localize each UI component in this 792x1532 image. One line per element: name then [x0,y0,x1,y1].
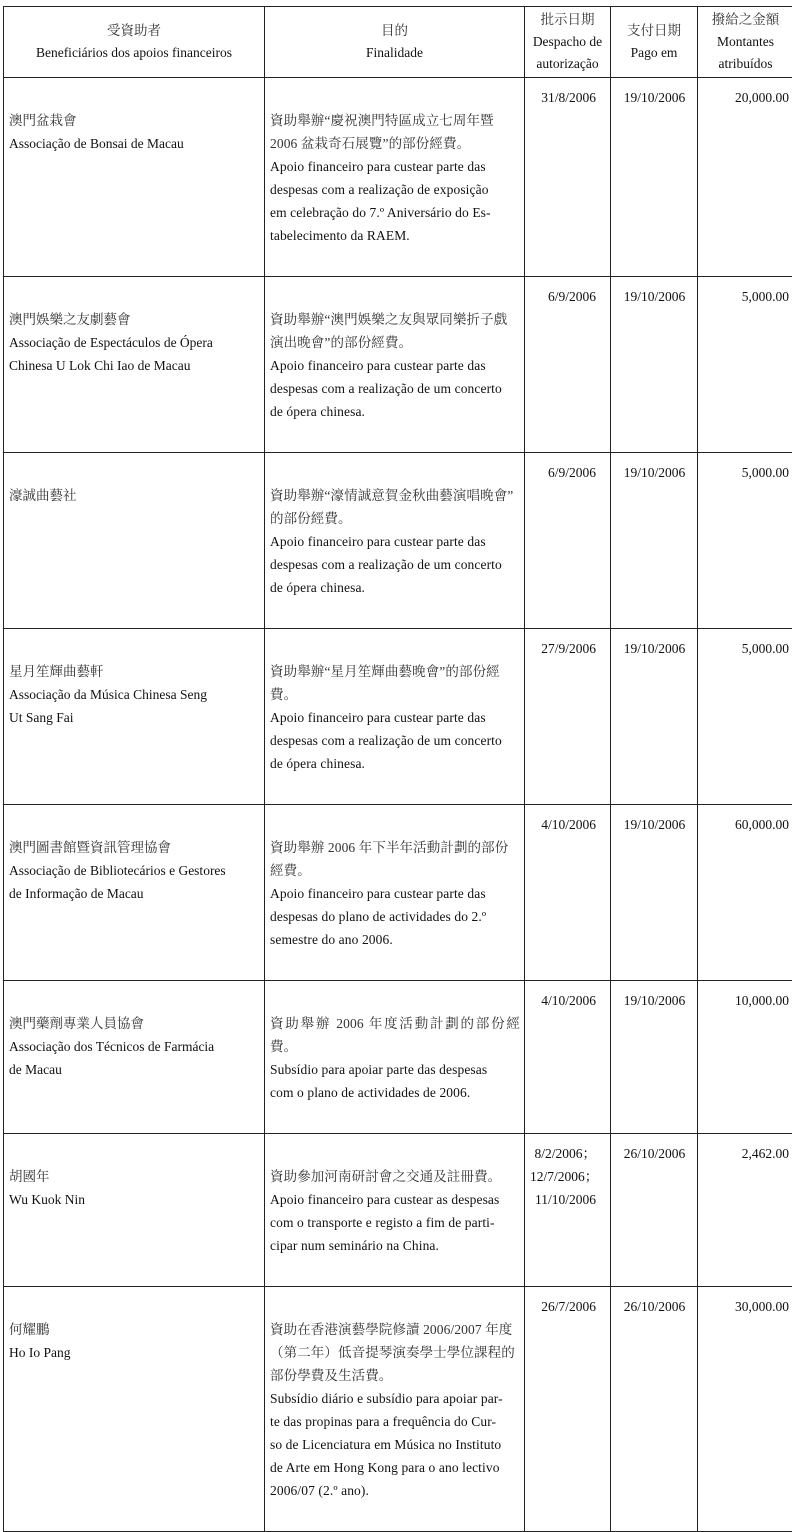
header-paid [611,7,698,78]
header-beneficiary [4,7,265,78]
amount: 30,000.00 [698,1287,792,1324]
table-row [4,981,792,1134]
beneficiary-pt: Associação dos Técnicos de Farmácia de Macau [9,1035,260,1081]
header-purpose-pt: Finalidade [265,42,524,64]
header-amount-zh: 撥給之金額 [698,9,792,31]
purpose-cell [265,1287,525,1532]
amount: 5,000.00 [698,453,792,490]
paid-date: 19/10/2006 [611,805,697,842]
amount: 10,000.00 [698,981,792,1018]
amount-cell [698,78,792,277]
beneficiary-zh: 星月笙輝曲藝軒 [9,660,260,683]
beneficiary-pt: Associação da Música Chinesa Seng Ut Sang Fai [9,683,260,729]
beneficiary-pt: Associação de Espectáculos de Ópera Chinesa U Lok Chi Iao de Macau [9,331,260,377]
header-purpose-zh: 目的 [265,20,524,42]
subsidy-table [3,6,792,1532]
header-beneficiary-pt: Beneficiários dos apoios financeiros [4,42,264,64]
purpose-cell [265,629,525,805]
header-approval-zh: 批示日期 [525,9,610,31]
purpose-zh: 資助在香港演藝學院修讀 2006/2007 年度 （第二年）低音提琴演奏學士學位課程的 部份學費及生活費。 [270,1318,520,1387]
beneficiary-cell [4,629,265,805]
purpose-cell [265,277,525,453]
approval-date-cell [525,1287,611,1532]
paid-date-cell [611,981,698,1134]
purpose-pt: Subsídio para apoiar parte das despesas com o plano de actividades de 2006. [270,1058,520,1104]
paid-date-cell [611,805,698,981]
approval-date: 31/8/2006 [525,78,610,115]
beneficiary-pt: Wu Kuok Nin [9,1188,260,1211]
purpose-pt: Subsídio diário e subsídio para apoiar par- te das propinas para a frequência do Cur- so de Licenciatura em Música no Instituto de Arte em Hong Kong para o ano lectivo 2006/07 (2.º ano). [270,1387,520,1502]
amount-cell [698,805,792,981]
approval-date: 4/10/2006 [525,981,610,1018]
table-row [4,805,792,981]
paid-date: 19/10/2006 [611,453,697,490]
beneficiary-zh: 濠誠曲藝社 [9,484,260,507]
purpose-zh: 資助舉辦“星月笙輝曲藝晚會”的部份經 費。 [270,660,520,706]
beneficiary-cell [4,981,265,1134]
approval-date: 4/10/2006 [525,805,610,842]
header-approval-pt: Despacho de autorização [525,31,610,75]
paid-date: 19/10/2006 [611,78,697,115]
purpose-pt: Apoio financeiro para custear parte das despesas com a realização de exposição em celebração do 7.º Aniversário do Es- tabelecimento da RAEM. [270,155,520,247]
header-beneficiary-zh: 受資助者 [4,20,264,42]
table-header-row [4,7,792,78]
beneficiary-pt: Associação de Bibliotecários e Gestores de Informação de Macau [9,859,260,905]
amount: 5,000.00 [698,277,792,314]
paid-date: 26/10/2006 [611,1134,697,1171]
table-row [4,1134,792,1287]
paid-date-cell [611,453,698,629]
table-row [4,78,792,277]
purpose-zh: 資助舉辦“濠情誠意賀金秋曲藝演唱晚會” 的部份經費。 [270,484,520,530]
header-amount [698,7,792,78]
beneficiary-zh: 澳門娛樂之友劇藝會 [9,308,260,331]
purpose-zh: 資助舉辦 2006 年度活動計劃的部份經費。 [270,1012,520,1058]
paid-date: 19/10/2006 [611,981,697,1018]
approval-date: 6/9/2006 [525,277,610,314]
amount: 5,000.00 [698,629,792,666]
paid-date-cell [611,1134,698,1287]
table-row [4,1287,792,1532]
paid-date-cell [611,78,698,277]
amount: 2,462.00 [698,1134,792,1171]
approval-date-cell [525,981,611,1134]
table-row [4,629,792,805]
purpose-zh: 資助舉辦“澳門娛樂之友與眾同樂折子戲 演出晚會”的部份經費。 [270,308,520,354]
header-purpose [265,7,525,78]
approval-date-cell [525,277,611,453]
table-row [4,277,792,453]
paid-date-cell [611,277,698,453]
header-paid-zh: 支付日期 [611,20,697,42]
amount-cell [698,981,792,1134]
paid-date-cell [611,629,698,805]
beneficiary-pt: Ho Io Pang [9,1341,260,1364]
purpose-pt: Apoio financeiro para custear parte das despesas do plano de actividades do 2.º semestre do ano 2006. [270,882,520,951]
beneficiary-cell [4,805,265,981]
approval-date-cell [525,629,611,805]
purpose-zh: 資助參加河南研討會之交通及註冊費。 [270,1165,520,1188]
beneficiary-zh: 何耀鵬 [9,1318,260,1341]
beneficiary-pt: Associação de Bonsai de Macau [9,132,260,155]
beneficiary-cell [4,78,265,277]
approval-date: 8/2/2006； 12/7/2006； 11/10/2006 [525,1134,610,1217]
purpose-cell [265,453,525,629]
header-approval [525,7,611,78]
beneficiary-cell [4,1134,265,1287]
purpose-pt: Apoio financeiro para custear as despesas com o transporte e registo a fim de parti- cipar num seminário na China. [270,1188,520,1257]
beneficiary-zh: 澳門藥劑專業人員協會 [9,1012,260,1035]
beneficiary-zh: 澳門圖書館暨資訊管理協會 [9,836,260,859]
amount-cell [698,453,792,629]
header-paid-pt: Pago em [611,42,697,64]
header-amount-pt: Montantes atribuídos [698,31,792,75]
approval-date-cell [525,805,611,981]
approval-date: 27/9/2006 [525,629,610,666]
paid-date: 26/10/2006 [611,1287,697,1324]
table-row [4,453,792,629]
purpose-cell [265,981,525,1134]
approval-date-cell [525,1134,611,1287]
purpose-cell [265,78,525,277]
beneficiary-cell [4,277,265,453]
purpose-zh: 資助舉辦 2006 年下半年活動計劃的部份 經費。 [270,836,520,882]
approval-date-cell [525,453,611,629]
purpose-pt: Apoio financeiro para custear parte das despesas com a realização de um concerto de ópera chinesa. [270,706,520,775]
paid-date-cell [611,1287,698,1532]
purpose-zh: 資助舉辦“慶祝澳門特區成立七周年暨 2006 盆栽奇石展覽”的部份經費。 [270,109,520,155]
paid-date: 19/10/2006 [611,629,697,666]
amount-cell [698,1134,792,1287]
purpose-cell [265,1134,525,1287]
beneficiary-cell [4,1287,265,1532]
purpose-cell [265,805,525,981]
approval-date-cell [525,78,611,277]
amount: 60,000.00 [698,805,792,842]
amount-cell [698,1287,792,1532]
paid-date: 19/10/2006 [611,277,697,314]
beneficiary-zh: 澳門盆栽會 [9,109,260,132]
purpose-pt: Apoio financeiro para custear parte das despesas com a realização de um concerto de ópera chinesa. [270,530,520,599]
amount: 20,000.00 [698,78,792,115]
amount-cell [698,629,792,805]
approval-date: 6/9/2006 [525,453,610,490]
amount-cell [698,277,792,453]
approval-date: 26/7/2006 [525,1287,610,1324]
beneficiary-zh: 胡國年 [9,1165,260,1188]
purpose-pt: Apoio financeiro para custear parte das despesas com a realização de um concerto de ópera chinesa. [270,354,520,423]
beneficiary-cell [4,453,265,629]
